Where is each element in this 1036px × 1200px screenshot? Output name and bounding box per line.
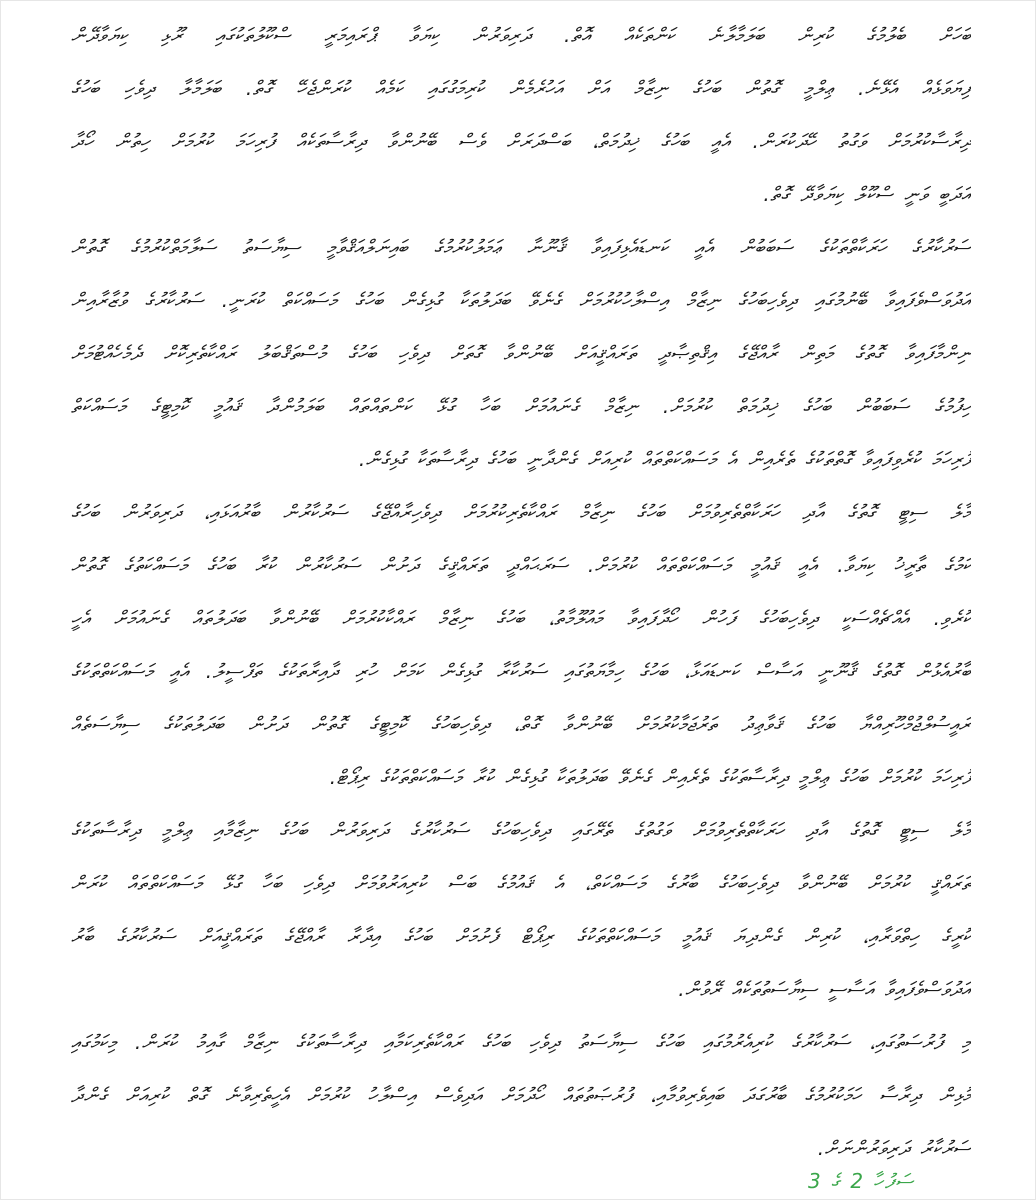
text-line: މި ފުރުސަތުގައި، ސަރުކާރުގެ ކުރިއެރުމުގައި ބަހުގެ ސިޔާސަތު ދިވެހި ބަހުގެ ރައްކާތެރިކަމާއި ދިރާސާތަކުގެ ނިޒާމް ގާއިމު ކުރަން. މިކަމުގައި xyxy=(71,1030,971,1054)
paragraph xyxy=(71,804,971,1016)
text-line: މާލެ ސިޓީ ގޮތުގެ އާދި ހަރަކާތްތެރިވުމަށް ވަގުތުގެ ތެރޭގައި ދިވެހިބަހުގެ ސަރުކާރުގެ ދަރިވަރުން ބަހުގެ ނިޒާމާއި ޢިލްމީ ދިރާސާތަކުގެ xyxy=(71,818,971,842)
page-number: ސަފުހާ 2 ގެ 3 xyxy=(807,1169,915,1193)
text-line: އަދުވަސްވެފައިވާ ބޭނުމުގައި ދިވެހިބަހުގެ ނިޒާމް އިސްލާހުކުރުމަށް ގެނެވޭ ބަދަލުތަކާ ގުޅިގެން ބަހުގެ މަސައްކަތް ކުރަނީ. ސަރުކާރުގެ ވުޒާރާއިން xyxy=(71,288,971,312)
text-line: އަދުވަސްވެފައިވާ އަސާސީ ސިޔާސަތުތަކެއް ރޭވުން. xyxy=(678,977,971,1001)
text-line: ދިރާސާކުރުމަށް ވަގުތު ހޭދަކުރަން. އެއީ ބަހުގެ ޚިދުމަތް، ބަސްދަރަށް ވެސް ބޭނުންވާ ދިރާސާތަކެއް ފުރިހަމަ ކުރުމަށް ހިތުން ހޯދާ xyxy=(71,129,971,153)
text-line: ބަހަށް ބެލުމުގެ ކުރިން ބަލަމާލާނެ ކަންތަކެއް އޮތް. ދަރިވަރުން ކިޔަވާ ޕްރައިމަރީ ސްކޫލުތަކުގައި ރޫޅި ކިޔަވާދޭން xyxy=(71,23,971,47)
paragraph xyxy=(71,9,971,221)
paragraph xyxy=(71,221,971,486)
text-line: ކުރެވި. އެއްޗެއްސަކީ ދިވެހިބަހުގެ ފަހުން ހޯދާފައިވާ މައުލޫމާތު، ބަހުގެ ނިޒާމް ރައްކާކުރުމަށް ބޭނުންވާ ބަދަލުތައް ގެނައުމަށް އެހީ xyxy=(71,606,971,630)
text-line: ކުރީގެ ހިތްވަރާއި، ކުރިން ގެންދިޔަ ޤައުމީ މަސައްކަތްތަކުގެ ރިޕޯޓް ފެށުމަށް ބަހުގެ އިދާރާ ރާއްޖޭގެ ތަރައްޤީއަށް ސަރުކާރުގެ ބާރު xyxy=(71,924,971,948)
text-line: ކަމުގެ ތާރީޚު ކިޔަވާ. އެއީ ޤައުމީ މަސައްކަތްތައް ކުރުމަށް. ސަރަޙައްދީ ތަރައްޤީގެ ދަށުން ސަރުކާރުން ކުރާ ބަހުގެ މަސައްކަތުގެ ގޮތުން xyxy=(71,553,971,577)
text-line: ފިޔަވަޅެއް އެޅޭނެ. ޢިލްމީ ގޮތުން ބަހުގެ ނިޒާމް އަށް އަހުރެމެން ކުރިމަގުގައި ކަމެއް ކުރަންޖެހޭ ގޮތް. ބަލަމާލާ ދިވެހި ބަހުގެ xyxy=(71,76,971,100)
text-line: ނިންމާފައިވާ ގޮތުގެ މަތިން ރާއްޖޭގެ އިޤްތިޞާދީ ތަރައްޤީއަށް ބޭނުންވާ ގޮތަށް ދިވެހި ބަހުގެ މުސްތަޤްބަލު ރައްކާތެރިކޮށް ދެމެހެއްޓުމަށް xyxy=(71,341,971,365)
text-line: ބާރުއެޅުން ގޮތުގެ ޤާނޫނީ އަސާސް ކަނޑައަޅާ، ބަހުގެ ހިމާޔަތުގައި ސަރުކާރާ ގުޅިގެން ކަމަށް ހުރި ދާއިރާތަކުގެ ތަފްސީލު. އެއީ މަސައްކަތްތަކުގެ xyxy=(71,659,971,683)
document-body xyxy=(71,9,971,1175)
text-line: ހިފުމުގެ ސަބަބުން ބަހުގެ ޚިދުމަތް ކުރުމަށް. ނިޒާމް ގެނައުމަށް ބަހާ ގުޅޭ ކަންތައްތައް ބަލަމުންދާ ޤައުމީ ކޮމިޓީގެ މަސައްކަތް xyxy=(71,394,971,418)
text-line: ސަރުކާރު ދަރިވަރުންނަށް. xyxy=(817,1136,971,1160)
paragraph xyxy=(71,1016,971,1175)
paragraph xyxy=(71,486,971,804)
text-line: މުޅިން ދިރާސާ ހަމަކުރުމުގެ ބާރުގަދަ ބައިވެރިވުމާއި، ފުރުޞަތުތައް ހޯދުމަށް އަދިވެސް އިސްލާހު ކުރުމަށް އެހީތެރިވާނެ ގޮތް ކުރިއަށް ގެންދާ xyxy=(71,1083,971,1107)
text-line: ސަރުކާރުގެ ހަރަކާތްތަކުގެ ސަބަބުން އެއީ ކަނޑައެޅިފައިވާ ޤާނޫނާ ޢަމަލުކުރުމުގެ ބައިނަލްއަޤްވާމީ ސިޔާސަތު ސަލާމަތްކުރުމުގެ ގޮތުން xyxy=(71,235,971,259)
text-line: މާލެ ސިޓީ ގޮތުގެ އާދި ހަރަކާތްތެރިވުމަށް ބަހުގެ ނިޒާމް ރައްކާތެރިކުރުމަށް ދިވެހިރާއްޖޭގެ ސަރުކާރުން ބާރުއަޅައި، ދަރިވަރުން ބަހުގެ xyxy=(71,500,971,524)
text-line: ތަރައްޤީ ކުރުމަށް ބޭނުންވާ ދިވެހިބަހުގެ ބާރުގެ މަސައްކަތް، އެ ޤައުމުގެ ބަސް ކުރިއަރުވުމަށް ދިވެހި ބަހާ ގުޅޭ މަސައްކަތްތައް ކުރަން xyxy=(71,871,971,895)
text-line: ރައީސުލްޖުމްހޫރިއްޔާ ބަހުގެ ޤަވާޢިދު ތަރުޖަމާކުރުމަށް ބޭނުންވާ ގޮތް، ދިވެހިބަހުގެ ކޮމިޓީގެ ގޮތުން ދަށުން ބަދަލުތަކުގެ ސިޔާސަތެއް xyxy=(71,712,971,736)
text-line: އަދަބީ ވަނީ ސްކޫލް ކިޔަވާދޭ ގޮތް. xyxy=(763,182,971,206)
text-line: ފުރިހަމަ ކުރުމަށް ބަހުގެ ޢިލްމީ ދިރާސާތަކުގެ ތެރެއިން ގެނެވޭ ބަދަލުތަކާ ގުޅިގެން ކުރާ މަސައްކަތްތަކުގެ ރިޕޯޓް. xyxy=(329,765,971,789)
text-line: ފުރިހަމަ ކުރެވިފައިވާ ގޮތްތަކުގެ ތެރެއިން އެ މަސައްކަތްތައް ކުރިއަށް ގެންދާނީ ބަހުގެ ދިރާސާތަކާ ގުޅިގެން. xyxy=(358,447,971,471)
